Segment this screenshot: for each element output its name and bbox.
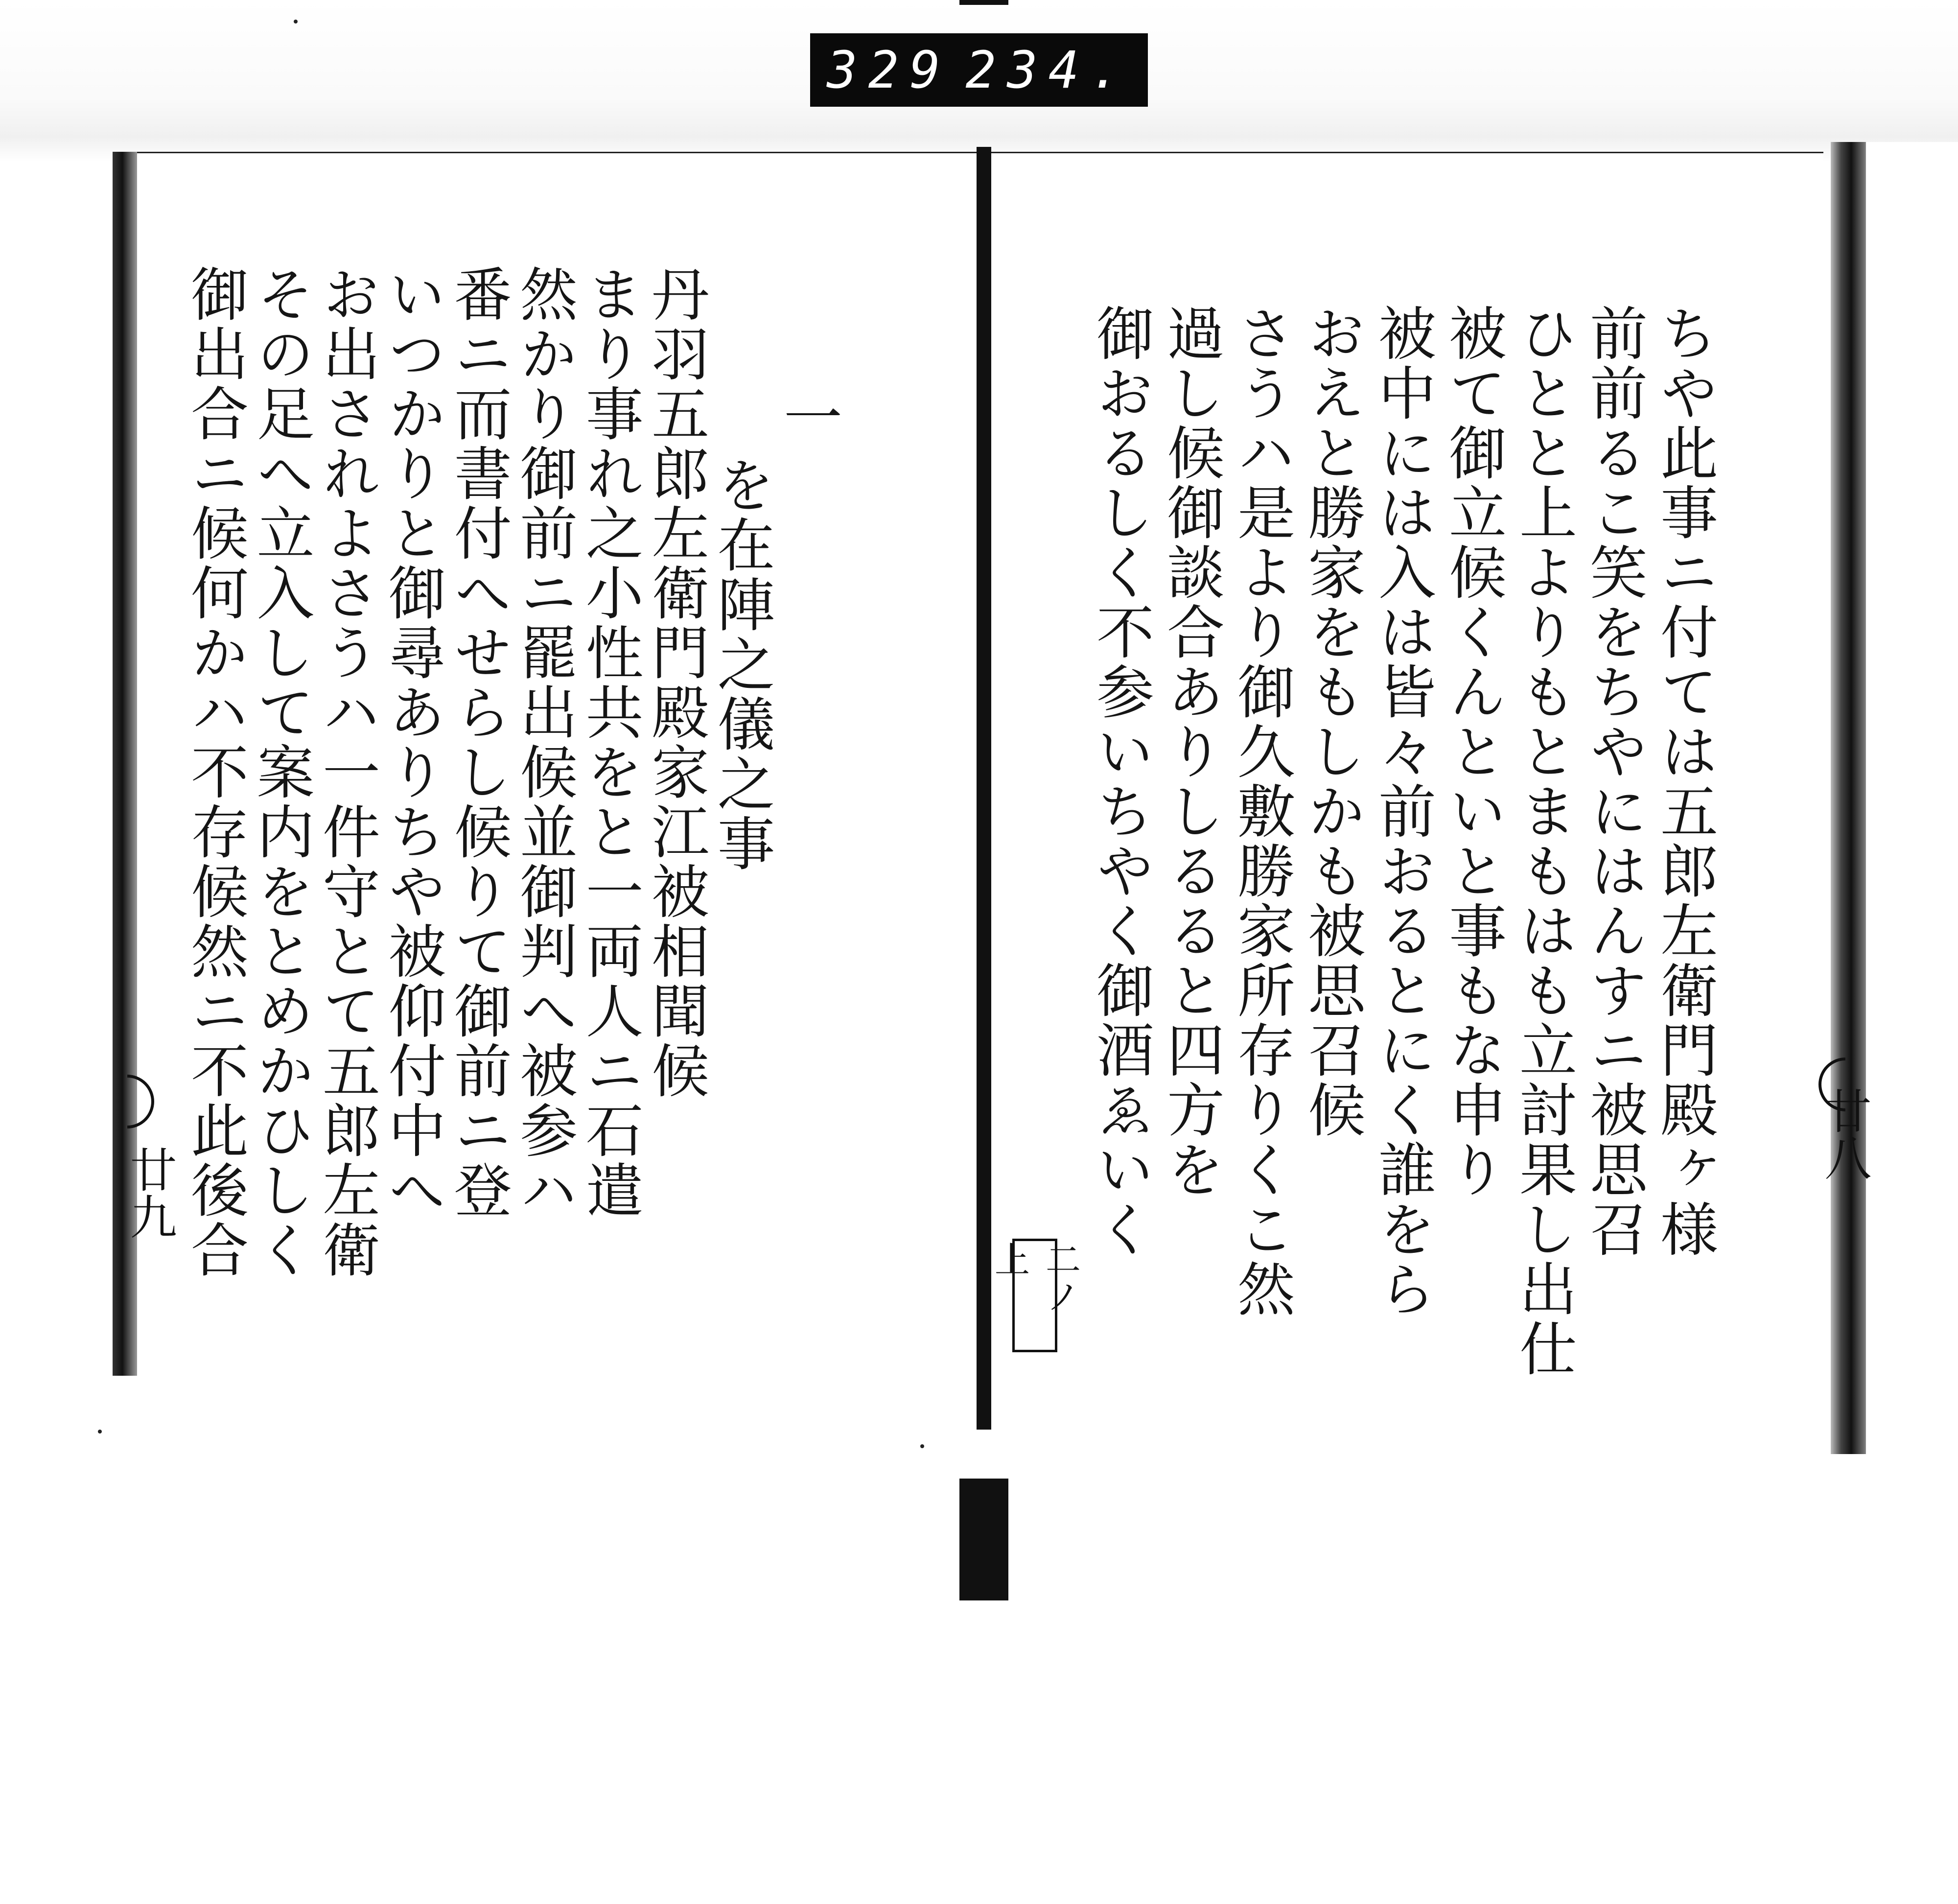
text-column: ちや此事ニ付ては五郎左衛門殿ヶ様 <box>1651 304 1718 1259</box>
text-column: その足へ立入して案内をとめかひしく <box>247 264 315 1280</box>
scan-speck <box>98 1430 102 1434</box>
next-page-strip <box>1865 142 1958 1454</box>
text-column: おえと勝家をもしかも被思召候 <box>1298 304 1366 1140</box>
right-page-text <box>1087 304 1718 1904</box>
text-column: お出されよさうハ一件守とて五郎左衛 <box>312 264 380 1280</box>
spine-top <box>959 0 1008 5</box>
text-column: 然かり御前ニ罷出候並御判へ被参ハ <box>510 264 578 1220</box>
right-page-edge <box>1831 142 1865 1454</box>
left-page-text <box>181 264 842 1865</box>
text-column: いつかりと御尋ありちや被仰付中へ <box>378 264 446 1220</box>
text-column: 丹羽五郎左衛門殿家江被相聞候 <box>642 264 710 1101</box>
text-column: 御出合ニ候何かハ不存候然ニ不此後合 <box>181 264 249 1280</box>
frame-counter <box>810 33 1148 107</box>
left-fold-number: 廿九 <box>122 1146 177 1240</box>
scan-speck <box>294 20 298 24</box>
scan-speck <box>920 1444 924 1448</box>
text-column: を在陣之儀之事 <box>707 455 775 873</box>
text-column: 過し候御談合ありしるると四方を <box>1157 304 1225 1199</box>
right-fold-number: 廿八 <box>1817 1087 1872 1181</box>
frame-counter-right: 234. <box>965 40 1131 100</box>
text-column: さうハ是より御久敷勝家所存りくこ然 <box>1228 304 1295 1319</box>
text-column: 番ニ而書付へせらし候りて御前ニ登 <box>444 264 512 1220</box>
text-column: ひとと上よりもとまもはも立討果し出仕 <box>1510 304 1577 1379</box>
text-column: 前前るこ笑をちやにはんすニ被思召 <box>1580 304 1648 1259</box>
text-column: 一 <box>773 387 842 447</box>
spine-foot <box>959 1479 1008 1600</box>
volume-stamp <box>1012 1239 1057 1352</box>
text-column: 被中には入は皆々前おるとにく誰をら <box>1369 304 1436 1319</box>
book-spine <box>977 147 991 1430</box>
text-column: まり事れ之小性共をと一両人ニ石遣 <box>576 264 644 1220</box>
frame-counter-left: 329 <box>827 40 951 100</box>
text-column: 御おるしく不参いちやく御酒ゑいく <box>1087 304 1154 1259</box>
text-column: 被て御立候くんといと事もな申り <box>1439 304 1507 1199</box>
